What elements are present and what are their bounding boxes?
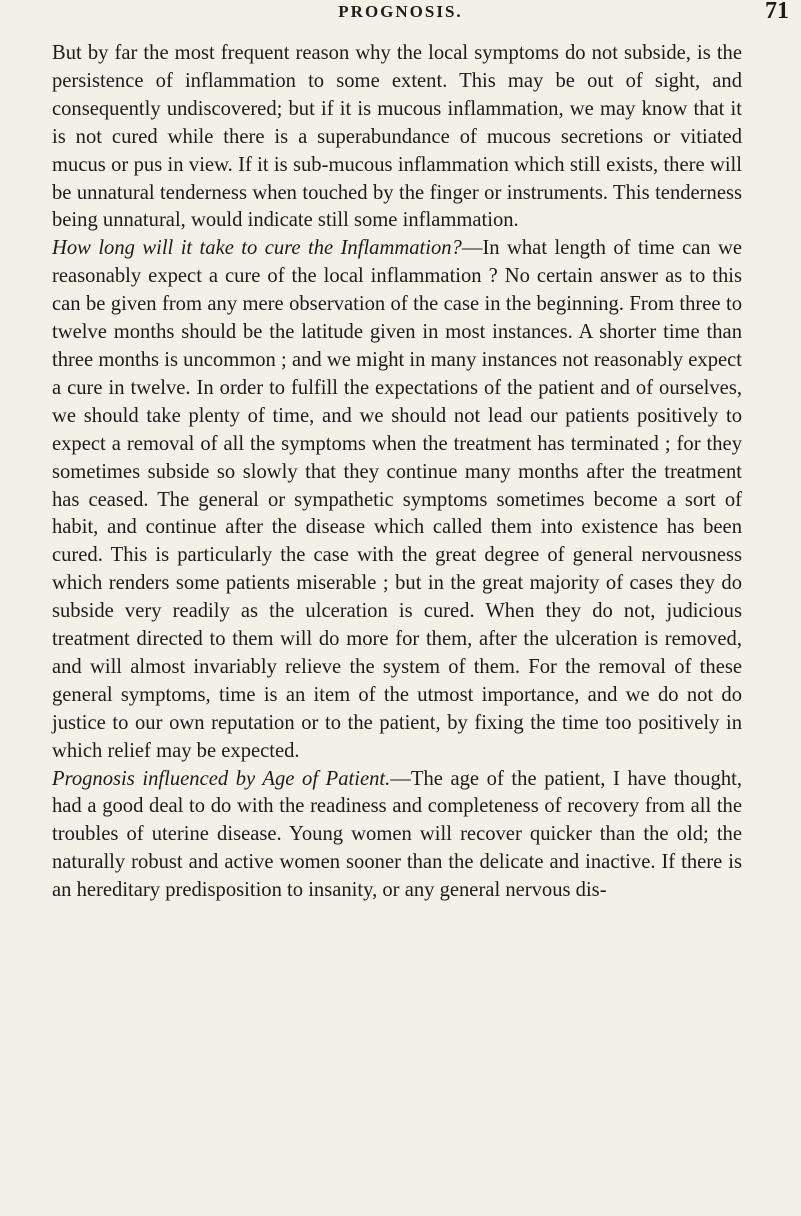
section-heading-duration: How long will it take to cure the Inflammation? xyxy=(52,237,462,260)
paragraph-text: But by far the most frequent reason why the local symptoms do not subside, is the persistence of inflammation to some extent. This may be out of sight, and consequently undiscovered; but if it is mucous inflammation, we may know that it is not cured while there is a superabundance of mucous secretions or vitiated mucus or pus in view. If it is sub-mucous inflammation which still exists, there will be unnatural tenderness when touched by the finger or instruments. This tenderness being unnatural, would indicate still some inflammation. xyxy=(52,42,742,232)
page-number: 71 xyxy=(765,0,789,24)
section-heading-age: Prognosis influenced by Age of Patient. xyxy=(52,767,391,790)
paragraph-text: —In what length of time can we reasonably expect a cure of the local inflammation ? No certain answer as to this can be given from any mere observation of the case in the beginning. From three to twelve months should be the latitude given in most instances. A shorter time than three months is uncommon ; and we might in many instances not reasonably expect a cure in twelve. In order to fulfill the expectations of the patient and of ourselves, we should take plenty of time, and we should not lead our patients positively to expect a removal of all the symptoms when the treatment has terminated ; for they sometimes subside so slowly that they continue many months after the treatment has ceased. The general or sympathetic symptoms sometimes become a sort of habit, and continue after the disease which called them into existence has been cured. This is particularly the case with the great degree of general nervousness which renders some patients miserable ; but in the great majority of cases they do subside very readily as the ulceration is cured. When they do not, judicious treatment directed to them will do more for them, after the ulceration is removed, and will almost invariably relieve the system of them. For the removal of these general symptoms, time is an item of the utmost importance, and we do not do justice to our own reputation or to the patient, by fixing the time too positively in which relief may be expected. xyxy=(52,237,742,762)
paragraph-duration-of-cure xyxy=(52,235,742,765)
paragraph-age-of-patient xyxy=(52,766,742,906)
running-head xyxy=(0,0,801,34)
body-text xyxy=(52,40,742,905)
paragraph-text: —The age of the patient, I have thought, had a good deal to do with the readiness and completeness of recovery from all the troubles of uterine disease. Young women will recover quicker than the old; the naturally robust and active women sooner than the delicate and inactive. If there is an hereditary predisposition to insanity, or any general nervous dis- xyxy=(52,767,742,902)
paragraph-persistence-of-inflammation xyxy=(52,40,742,235)
running-title: PROGNOSIS. xyxy=(338,2,463,21)
